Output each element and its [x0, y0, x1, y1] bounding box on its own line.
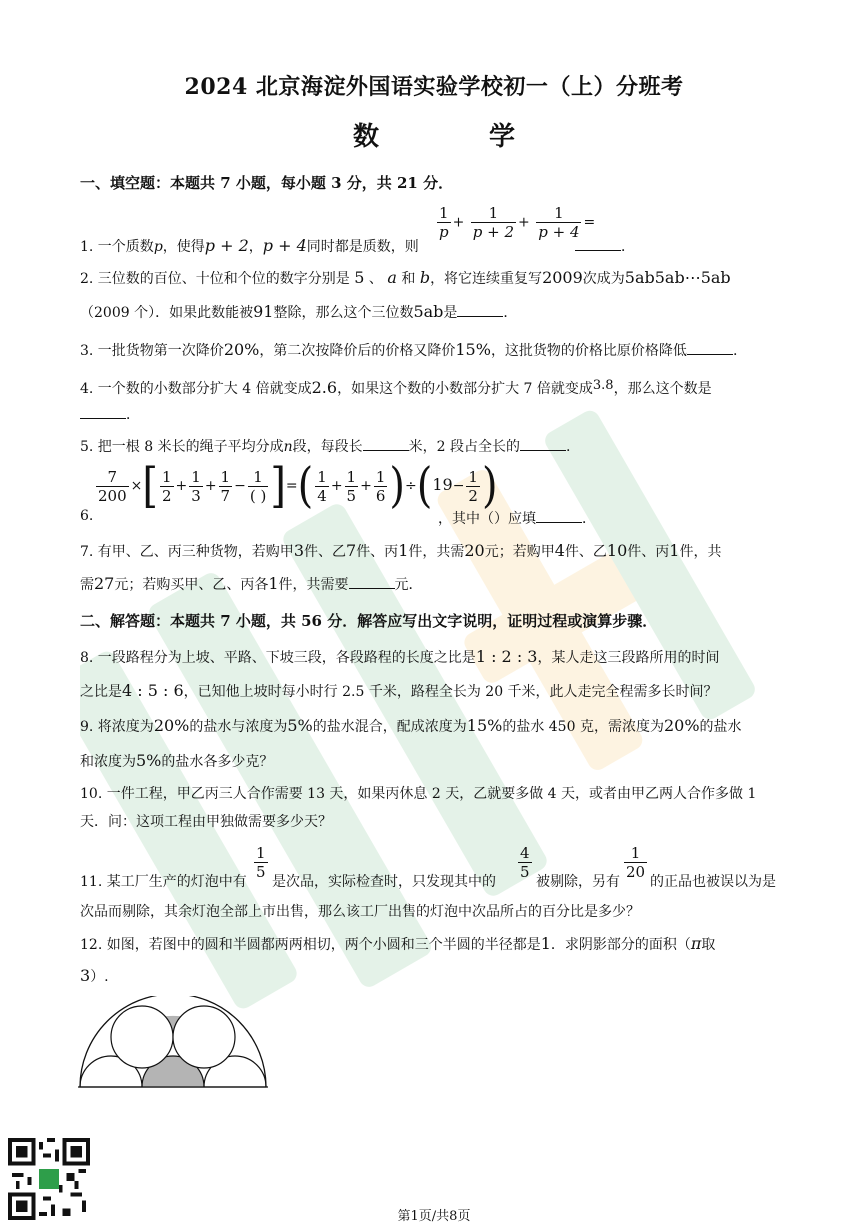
answer-blank — [687, 340, 733, 355]
question-6: 6. $\frac{7}{200}$ ×[ $\frac{1}{2}$ + $\frac{1}{3}$ + $\frac{1}{7}$ − $\frac{1}{( )}$ ]=( $\frac{1}{4}$ + $\frac{1}{5}$ + $\frac{1}{6}$ )÷(19− $\frac{1}{2}$ ) ，其中（）应填 ． — [80, 458, 596, 527]
answer-blank — [520, 436, 566, 451]
question-9-cont: 和浓度为5%的盐水各多少克？ — [80, 751, 274, 770]
document-title: 2024 北京海淀外国语实验学校初一（上）分班考 — [184, 74, 684, 100]
question-12-cont: 3）. — [80, 966, 109, 985]
question-8: 8. 一段路程分为上坡、平路、下坡三段，各段路程的长度之比是1 : 2 : 3，某人走这三段路所用的时间 — [80, 647, 720, 666]
question-2-cont: （2009 个）．如果此数能被91整除，那么这个三位数5ab是 ． — [80, 302, 518, 321]
answer-blank — [536, 508, 582, 523]
question-10: 10. 一件工程，甲乙丙三人合作需要 13 天，如果丙休息 2 天，乙就要多做 4 天，或者由甲乙两人合作多做 1 — [80, 786, 757, 802]
page-number: 第1页/共8页 — [397, 1209, 471, 1224]
answer-blank — [575, 236, 621, 251]
qr-logo — [39, 1169, 59, 1189]
question-3: 3. 一批货物第一次降价20%，第二次按降价后的价格又降价15%，这批货物的价格比原价格降低 . — [80, 340, 738, 359]
question-4-cont: ． — [80, 404, 798, 425]
subject-title: 数 学 — [352, 122, 557, 152]
answer-blank — [457, 302, 503, 317]
fraction: $\frac{1}{p + 2}$ — [472, 204, 515, 241]
question-8-cont: 之比是4 : 5 : 6，已知他上坡时每小时行 2.5 千米，路程全长为 20 千米，此人走完全程需多长时间？ — [80, 681, 718, 700]
question-11: 11. 某工厂生产的灯泡中有 $\frac{1}{5}$ 是次品，实际检查时，只发现其中的 $\frac{4}{5}$ 被剔除，另有 $\frac{1}{20}$ 的正品也被误以为是 — [80, 844, 776, 890]
question-12: 12. 如图，若图中的圆和半圆都两两相切，两个小圆和三个半圆的半径都是1．求阴影部分的面积（π取 — [80, 934, 716, 953]
question-9: 9. 将浓度为20%的盐水与浓度为5%的盐水混合，配成浓度为15%的盐水 450 克，需浓度为20%的盐水 — [80, 716, 742, 735]
question-2: 2. 三位数的百位、十位和个位的数字分别是 5 、 a 和 b，将它连续重复写2009次成为5ab5ab⋯5ab — [80, 268, 731, 287]
question-10-cont: 天．问：这项工程由甲独做需要多少天？ — [80, 814, 332, 830]
question-7: 7. 有甲、乙、丙三种货物，若购甲3件、乙7件、丙1件，共需20元；若购甲4件、乙10件、丙1件，共 — [80, 541, 722, 560]
fraction: $\frac{1}{p + 4}$ — [538, 204, 580, 241]
question-4: 4. 一个数的小数部分扩大 4 倍就变成2.6，如果这个数的小数部分扩大 7 倍就变成3.8，那么这个数是 — [80, 378, 712, 397]
section-2-heading: 二、解答题：本题共 7 小题，共 56 分．解答应写出文字说明，证明过程或演算步骤． — [80, 612, 658, 630]
question-11-cont: 次品而剔除，其余灯泡全部上市出售，那么该工厂出售的灯泡中次品所占的百分比是多少？ — [80, 904, 640, 920]
left-circle — [111, 1006, 173, 1068]
answer-blank — [349, 574, 395, 589]
answer-blank — [80, 404, 126, 419]
answer-blank — [363, 436, 409, 451]
section-1-heading: 一、填空题：本题共 7 小题，每小题 3 分，共 21 分． — [80, 174, 454, 192]
question-5: 5. 把一根 8 米长的绳子平均分成n段，每段长 米，2 段占全长的 . — [80, 436, 798, 457]
question-7-cont: 需27元；若购买甲、乙、丙各1件，共需要 元． — [80, 574, 423, 593]
circles-figure — [78, 996, 268, 1092]
fraction: $\frac{1}{p}$ — [439, 204, 449, 241]
right-circle — [173, 1006, 235, 1068]
